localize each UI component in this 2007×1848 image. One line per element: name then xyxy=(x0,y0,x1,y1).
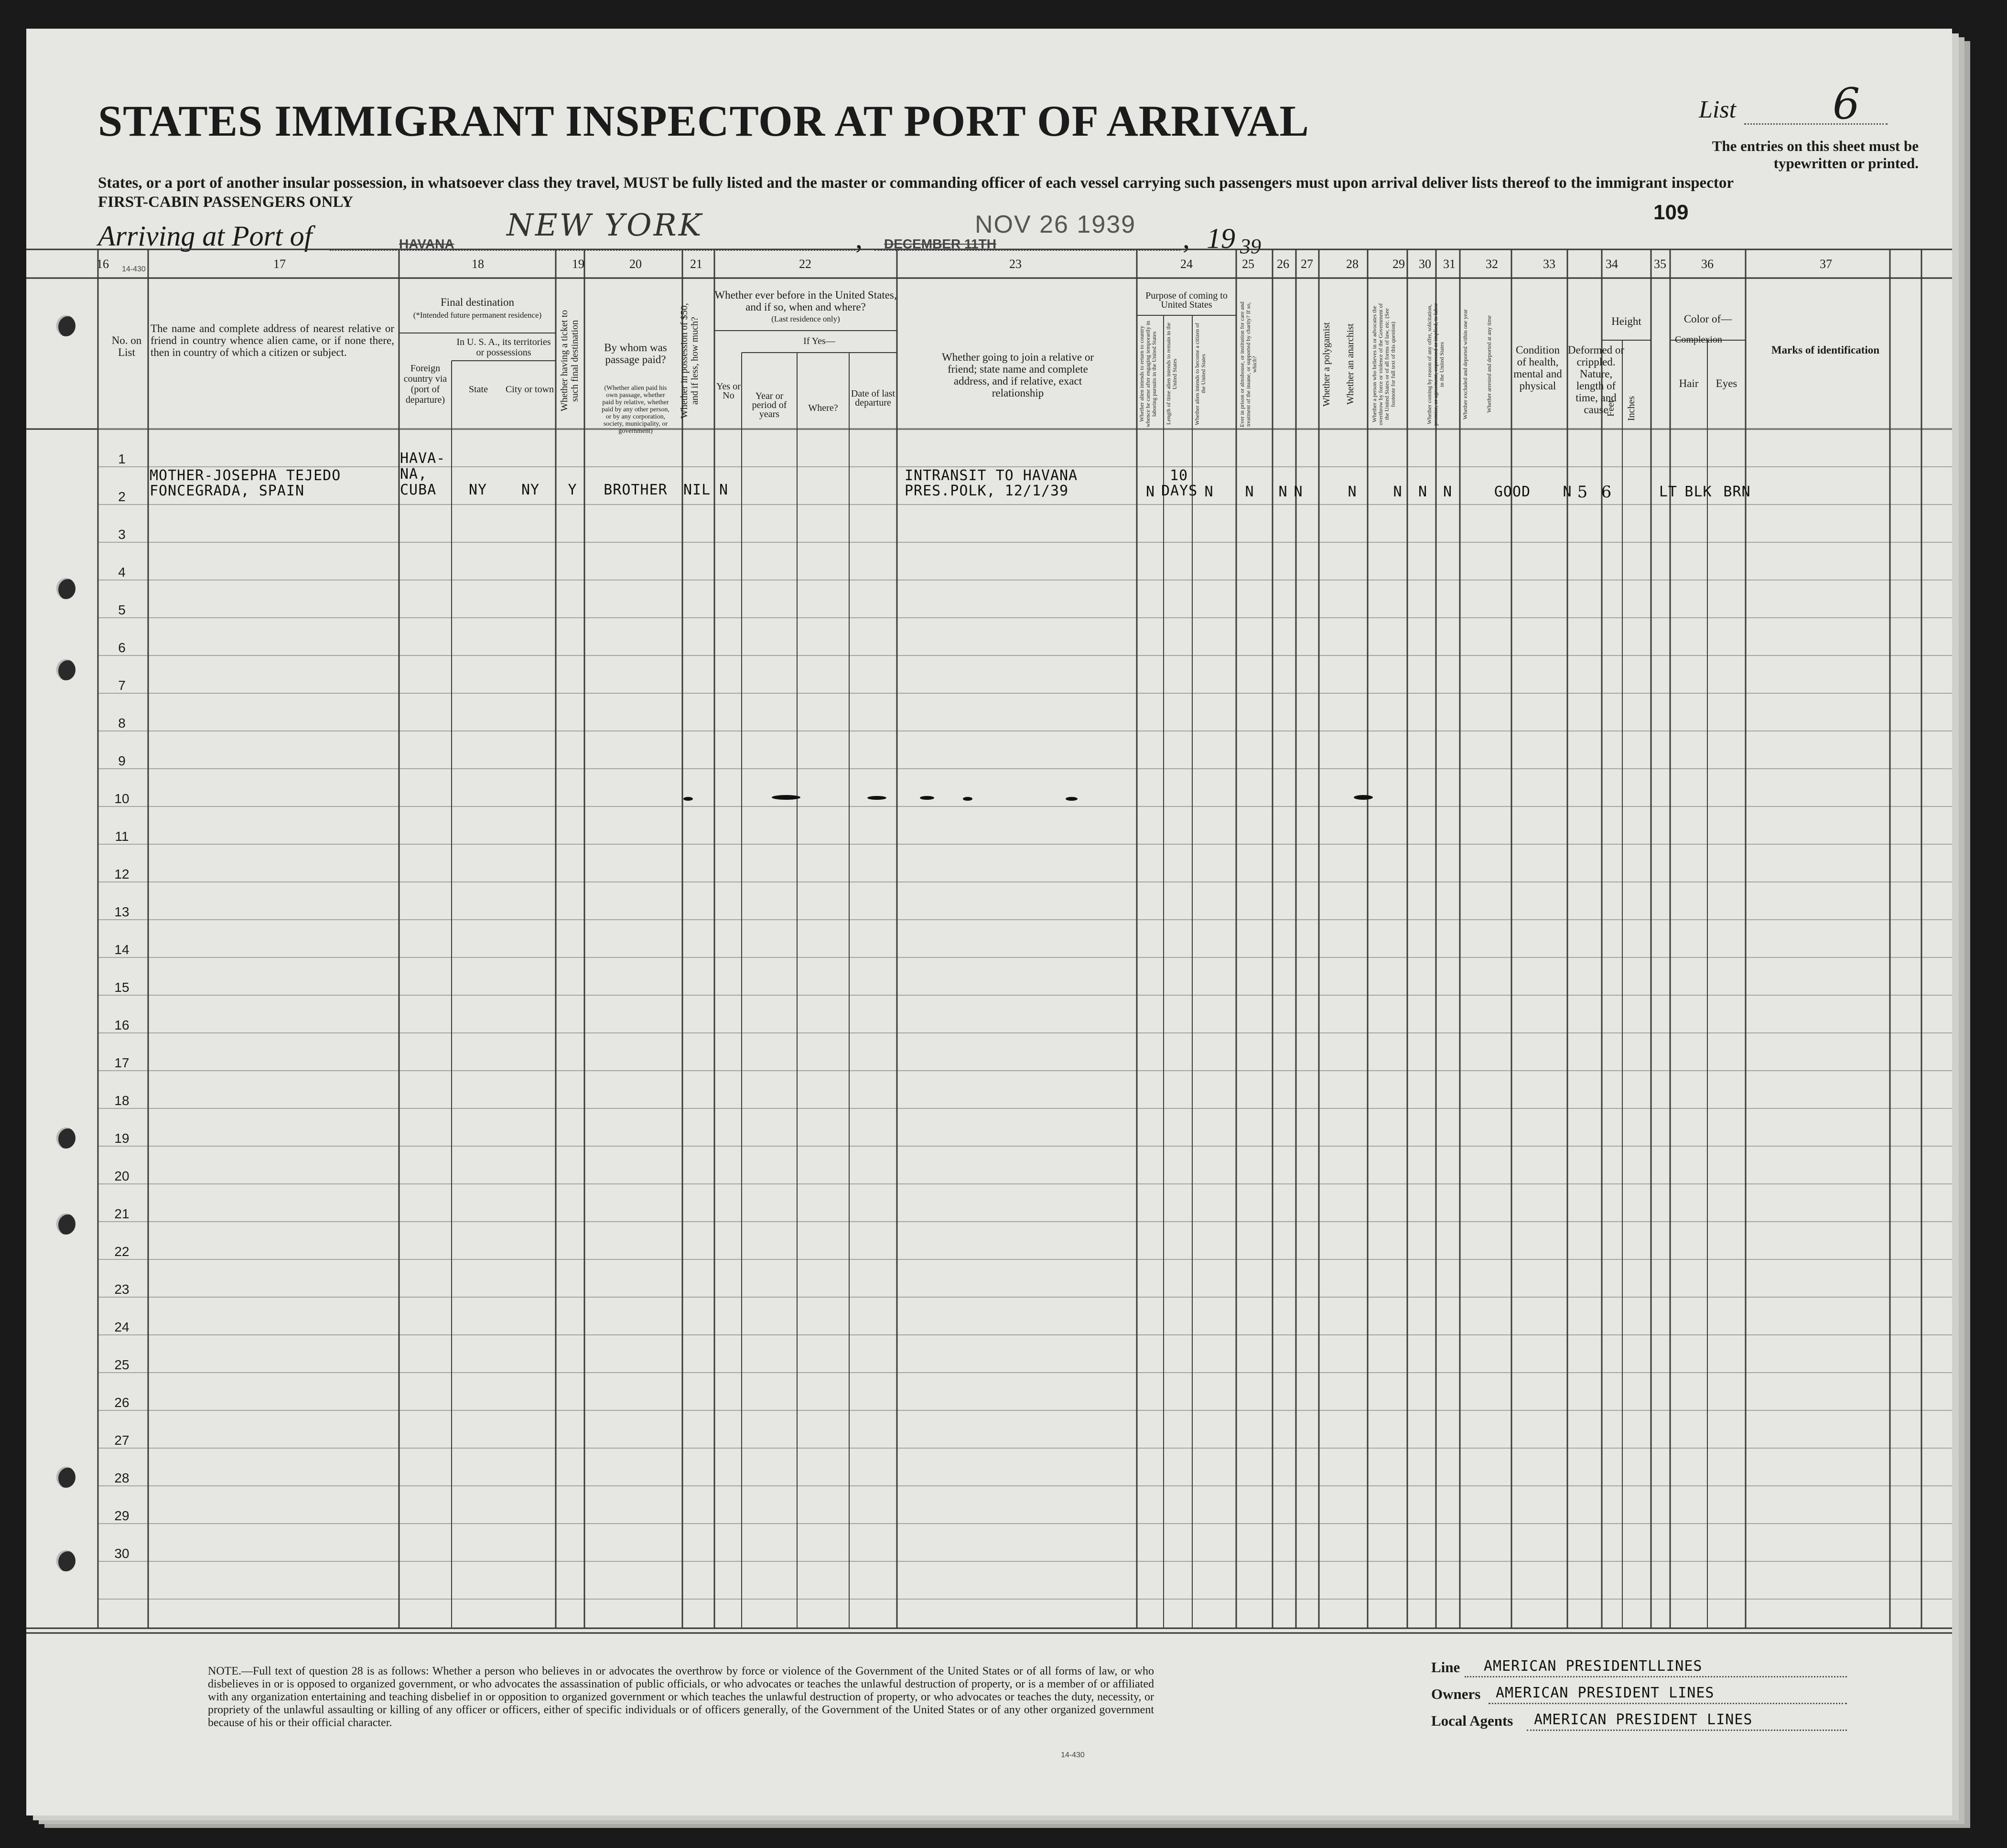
ticket-value: Y xyxy=(568,482,577,498)
header-passage: By whom was passage paid? xyxy=(604,342,667,365)
overthrow-value: N xyxy=(1348,483,1357,500)
cabin-class-text: FIRST-CABIN PASSENGERS ONLY xyxy=(98,193,354,211)
col-num-33: 33 xyxy=(1543,257,1555,271)
agents-value: AMERICAN PRESIDENT LINES xyxy=(1534,1711,1753,1728)
col-num-28: 28 xyxy=(1346,257,1359,271)
header-complexion: Complexion xyxy=(1675,334,1722,345)
typewritten-note: The entries on this sheet must be typewritten or printed. xyxy=(1712,138,1919,172)
row-number: 8 xyxy=(118,716,126,731)
ink-smudge xyxy=(920,796,934,800)
line-label: Line xyxy=(1431,1659,1460,1676)
row-number: 19 xyxy=(114,1131,129,1146)
punch-hole xyxy=(56,578,76,599)
before-value: N xyxy=(719,482,729,498)
header-excluded: Whether excluded and deported within one year xyxy=(1462,309,1468,419)
header-foreign-country: Foreign country via (port of departure) xyxy=(403,363,447,405)
polygamist-value: N xyxy=(1278,483,1288,500)
header-prison: Ever in prison or almshouse, or institution for care and treatment of the insane, or supported by charity? If so, which? xyxy=(1239,301,1258,427)
header-final-destination: Final destination xyxy=(441,296,514,308)
owners-underline xyxy=(1489,1703,1847,1704)
question-28-footnote: NOTE.—Full text of question 28 is as follows: Whether a person who believes in or advocates the overthrow by force or violence of the Government of the United States or of all forms of law, or who disbelieves in or is opposed to organized government, or who advocates the assassination of public officials, or who advocates or teaches the unlawful destruction of property, or is a member of or affiliated with any organization entertaining and teaching disbelief in or opposition to organized government or which teaches the unlawful destruction of property, or who advocates or teaches the duty, necessity, or propriety of the unlawful assaulting or killing of any officer or officers, either of specific individuals or of officers generally, of the Government of the United States or of any other organized government because of his or their official character. xyxy=(208,1665,1154,1729)
header-hair: Hair xyxy=(1679,377,1699,389)
inches-value: 6 xyxy=(1601,483,1612,502)
agents-underline xyxy=(1527,1730,1847,1731)
row-number: 22 xyxy=(114,1244,129,1259)
comma: , xyxy=(1183,223,1190,254)
foreign-port-1: HAVA- xyxy=(400,450,446,467)
owners-value: AMERICAN PRESIDENT LINES xyxy=(1496,1685,1715,1701)
row-number: 16 xyxy=(114,1018,129,1032)
punch-hole xyxy=(56,1467,76,1488)
header-overthrow: Whether a person who believes in or advocates the overthrow by force or violence of the Government of the United States or of all forms of law, etc. (See footnote for full text of this question) xyxy=(1371,303,1396,426)
header-eyes: Eyes xyxy=(1716,377,1737,389)
table-grid xyxy=(26,29,1952,1816)
row-number: 3 xyxy=(118,527,126,542)
excluded-value: N xyxy=(1418,483,1428,500)
health-value: GOOD xyxy=(1494,483,1531,500)
ink-smudge xyxy=(867,796,886,800)
col-num-34: 34 xyxy=(1606,257,1618,271)
header-marks: Marks of identification xyxy=(1771,344,1880,356)
ink-smudge xyxy=(963,797,972,801)
line-value: AMERICAN PRESIDENTLLINES xyxy=(1484,1658,1703,1675)
header-purpose: Purpose of coming to United States xyxy=(1145,290,1228,310)
header-inches: Inches xyxy=(1626,396,1637,421)
footer-form-code: 14-430 xyxy=(1061,1751,1085,1759)
header-ticket: Whether having a ticket to such final destination xyxy=(559,310,580,412)
col-num-27: 27 xyxy=(1301,257,1313,271)
row-number: 15 xyxy=(114,980,129,995)
header-join-relative: Whether going to join a relative or friend; state name and complete address, and if relative, exact relationship xyxy=(941,351,1094,399)
port-handwritten: NEW YORK xyxy=(507,208,703,243)
row-number: 10 xyxy=(114,791,129,806)
join-line2: PRES.POLK, 12/1/39 xyxy=(905,483,1069,499)
agents-label: Local Agents xyxy=(1431,1712,1513,1729)
col-num-23: 23 xyxy=(1009,257,1022,271)
arriving-label: Arriving at Port of xyxy=(98,220,313,252)
foreign-port-3: CUBA xyxy=(400,482,437,498)
header-city: City or town xyxy=(505,384,554,395)
col-num-18: 18 xyxy=(472,257,484,271)
relative-line1: MOTHER-JOSEPHA TEJEDO xyxy=(150,467,341,484)
col-num-19: 19 xyxy=(572,257,584,271)
ink-smudge xyxy=(683,797,693,801)
col-num-21: 21 xyxy=(690,257,702,271)
header-in-usa: In U. S. A., its territories or possessions xyxy=(456,337,551,358)
header-if-yes: If Yes— xyxy=(803,336,835,346)
row-number: 20 xyxy=(114,1169,129,1183)
comma: , xyxy=(855,223,863,254)
punch-hole xyxy=(56,659,76,680)
header-deformed: Deformed or crippled. Nature, length of time, and cause xyxy=(1567,344,1625,416)
row-number: 29 xyxy=(114,1508,129,1523)
ink-smudge xyxy=(772,795,800,800)
col-num-32: 32 xyxy=(1486,257,1498,271)
col-num-36: 36 xyxy=(1701,257,1714,271)
col-num-37: 37 xyxy=(1820,257,1832,271)
row-number: 9 xyxy=(118,753,126,768)
instruction-text: States, or a port of another insular possession, in whatsoever class they travel, MUST be fully listed and the master or commanding officer of each vessel carrying such passengers must upon arrival deliver lists thereof to the immigrant inspector xyxy=(98,174,1734,192)
date-stamp: NOV 26 1939 xyxy=(975,211,1136,238)
length-value-1: 10 xyxy=(1169,467,1188,484)
header-state: State xyxy=(469,384,488,395)
return-intent-value: N xyxy=(1145,483,1155,500)
row-number: 5 xyxy=(118,602,126,617)
money-value: NIL xyxy=(683,482,711,498)
header-height: Height xyxy=(1611,315,1641,327)
header-return-intent: Whether alien intends to return to country whence he came after engaging temporarily in laboring pursuits in the United States xyxy=(1138,321,1157,427)
punch-hole xyxy=(56,315,76,336)
foreign-port-2: NA, xyxy=(400,466,428,483)
ink-smudge xyxy=(1066,797,1078,801)
hair-value: BLK xyxy=(1684,483,1712,500)
row-number: 4 xyxy=(118,565,126,580)
join-line1: INTRANSIT TO HAVANA xyxy=(905,467,1078,484)
city-value: NY xyxy=(521,482,540,498)
row-number: 27 xyxy=(114,1433,129,1448)
page-title: STATES IMMIGRANT INSPECTOR AT PORT OF ARRIVAL xyxy=(98,97,1309,145)
row-number: 2 xyxy=(118,489,126,504)
list-label: List xyxy=(1699,96,1737,123)
header-become-citizen: Whether alien intends to become a citizen of the United States xyxy=(1194,322,1207,425)
row-number: 28 xyxy=(114,1471,129,1485)
col-num-26: 26 xyxy=(1277,257,1289,271)
deported-value: N xyxy=(1443,483,1453,500)
col-num-24: 24 xyxy=(1180,257,1193,271)
manifest-sheet xyxy=(26,29,1952,1816)
form-code: 14-430 xyxy=(122,265,146,273)
owners-label: Owners xyxy=(1431,1686,1481,1702)
row-number: 1 xyxy=(118,451,126,466)
header-anarchist: Whether an anarchist xyxy=(1345,323,1356,405)
header-yes-no: Yes or No xyxy=(716,381,741,401)
port-struck: HAVANA xyxy=(399,236,454,251)
row-number: 6 xyxy=(118,640,126,655)
line-underline xyxy=(1465,1676,1847,1677)
punch-hole xyxy=(56,1214,76,1235)
deformed-value: N xyxy=(1563,483,1572,500)
header-no-on-list: No. on List xyxy=(111,334,142,358)
relative-line2: FONCEGRADA, SPAIN xyxy=(150,483,305,499)
col-num-22: 22 xyxy=(799,257,811,271)
col-num-17: 17 xyxy=(273,257,286,271)
header-passage-note: (Whether alien paid his own passage, whether paid by relative, whether paid by any other person, or by any corporation, society, municipality, or government) xyxy=(602,385,669,435)
offer-value: N xyxy=(1393,483,1403,500)
row-number: 25 xyxy=(114,1357,129,1372)
complexion-value: LT xyxy=(1659,483,1677,500)
header-year: Year or period of years xyxy=(752,391,787,419)
punch-hole xyxy=(56,1550,76,1571)
stamp-number: 109 xyxy=(1653,201,1689,224)
col-num-30: 30 xyxy=(1419,257,1431,271)
header-length-stay: Length of time alien intends to remain in the United States xyxy=(1165,322,1178,425)
list-number: 6 xyxy=(1833,79,1860,129)
row-number: 21 xyxy=(114,1206,129,1221)
col-num-31: 31 xyxy=(1443,257,1456,271)
year-suffix: 39 xyxy=(1240,235,1261,258)
header-money: Whether in possession of $50, and if less, how much? xyxy=(679,303,700,419)
header-relative: The name and complete address of nearest relative or friend in country whence alien came, or if none there, then in country of which a citizen or subject. xyxy=(151,322,394,358)
row-number: 23 xyxy=(114,1282,129,1297)
col-num-29: 29 xyxy=(1392,257,1405,271)
header-color: Color of— xyxy=(1683,313,1732,325)
header-deported: Whether arrested and deported at any time xyxy=(1486,315,1492,413)
row-number: 30 xyxy=(114,1546,129,1561)
row-number: 13 xyxy=(114,904,129,919)
feet-value: 5 xyxy=(1577,483,1588,502)
header-final-destination-note: (*Intended future permanent residence) xyxy=(413,311,542,320)
row-number: 7 xyxy=(118,678,126,693)
citizen-value: N xyxy=(1204,483,1214,500)
header-polygamist: Whether a polygamist xyxy=(1321,322,1332,407)
anarchist-value: N xyxy=(1294,483,1303,500)
header-health: Condition of health, mental and physical xyxy=(1513,344,1562,392)
length-value-2: DAYS xyxy=(1161,483,1198,499)
header-before-us: Whether ever before in the United States, and if so, when and where? xyxy=(714,289,897,313)
row-number: 14 xyxy=(114,942,129,957)
header-where: Where? xyxy=(808,403,838,413)
ink-smudge xyxy=(1354,795,1373,800)
header-last-departure: Date of last departure xyxy=(851,388,896,408)
punch-hole xyxy=(56,1128,76,1149)
row-number: 17 xyxy=(114,1055,129,1070)
year-prefix: 19 xyxy=(1207,223,1235,254)
header-before-us-note: (Last residence only) xyxy=(771,314,840,323)
col-num-35: 35 xyxy=(1654,257,1666,271)
passage-value: BROTHER xyxy=(604,482,668,498)
col-num-16: 16 xyxy=(97,257,109,271)
date-struck: DECEMBER 11TH xyxy=(884,236,996,251)
row-number: 24 xyxy=(114,1320,129,1334)
prison-value: N xyxy=(1245,483,1254,500)
col-num-20: 20 xyxy=(629,257,642,271)
header-labor-offer: Whether coming by reason of any offer, solicitation, promise, or agreement, expressed or implied, to labor in the United States xyxy=(1426,303,1445,426)
header-feet: Feet xyxy=(1606,400,1616,417)
col-num-25: 25 xyxy=(1242,257,1254,271)
row-number: 12 xyxy=(114,867,129,881)
row-number: 26 xyxy=(114,1395,129,1410)
state-value: NY xyxy=(468,482,487,498)
eyes-value: BRN xyxy=(1723,483,1751,500)
row-number: 11 xyxy=(115,829,129,844)
row-number: 18 xyxy=(114,1093,129,1108)
